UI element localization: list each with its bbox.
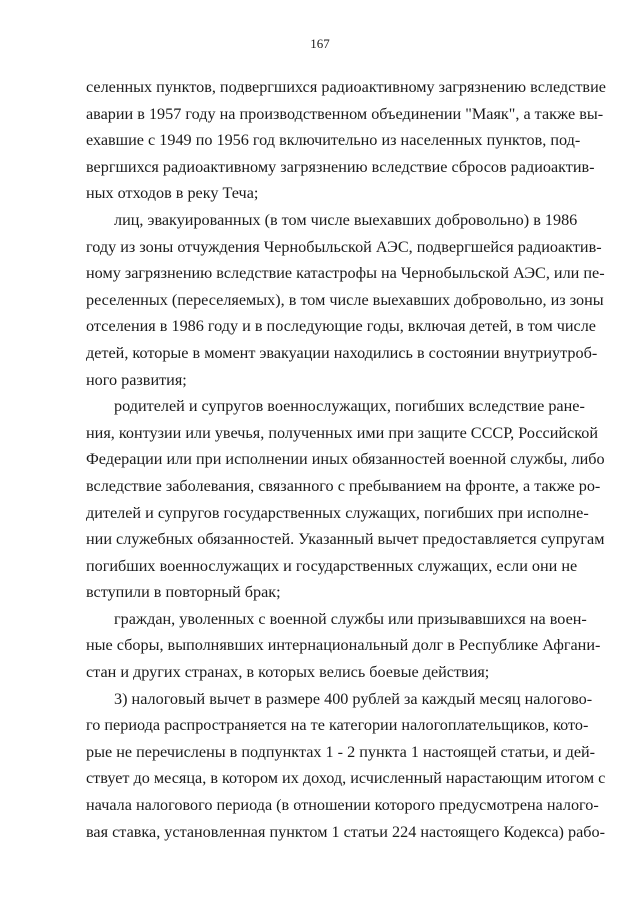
text-line: вая ставка, установленная пунктом 1 статьи 224 настоящего Кодекса) рабо- — [86, 822, 605, 841]
text-line: детей, которые в момент эвакуации находились в состоянии внутриутроб- — [86, 343, 598, 362]
text-line: нии служебных обязанностей. Указанный вычет предоставляется супругам — [86, 530, 605, 549]
text-line: ехавшие с 1949 по 1956 год включительно из населенных пунктов, под- — [86, 131, 581, 150]
paragraph-parents-spouses — [86, 393, 605, 606]
text-line: году из зоны отчуждения Чернобыльской АЭС, подвергшейся радиоактив- — [86, 237, 602, 256]
text-line: ствует до месяца, в котором их доход, исчисленный нарастающим итогом с — [86, 769, 606, 788]
text-line: вступили в повторный брак; — [86, 583, 281, 602]
text-line: вследствие заболевания, связанного с пребыванием на фронте, а также ро- — [86, 476, 601, 495]
text-line: Федерации или при исполнении иных обязанностей военной службы, либо — [86, 450, 605, 469]
paragraph-chernobyl-evacuees — [86, 207, 605, 393]
text-line: ного развития; — [86, 370, 187, 389]
text-line: реселенных (переселяемых), в том числе выехавших добровольно, из зоны — [86, 290, 604, 309]
document-body — [86, 74, 606, 845]
paragraph-veterans — [86, 606, 601, 686]
text-line: ния, контузии или увечья, полученных ими при защите СССР, Российской — [86, 423, 599, 442]
text-line: аварии в 1957 году на производственном объединении "Маяк", а также вы- — [86, 104, 604, 123]
text-line: го периода распространяется на те категории налогоплательщиков, кото- — [86, 716, 589, 735]
page-number: 167 — [310, 36, 330, 51]
text-line: ных отходов в реку Теча; — [86, 184, 259, 203]
paragraph-mayak-techa — [86, 74, 606, 207]
text-line: вергшихся радиоактивному загрязнению вследствие сбросов радиоактив- — [86, 157, 595, 176]
text-line: погибших военнослужащих и государственных служащих, если они не — [86, 556, 578, 575]
text-line: дителей и супругов государственных служащих, погибших при исполне- — [86, 503, 589, 522]
text-line: 3) налоговый вычет в размере 400 рублей за каждый месяц налогово- — [114, 689, 593, 708]
text-line: ному загрязнению вследствие катастрофы на Чернобыльской АЭС, или пе- — [86, 264, 605, 283]
text-line: лиц, эвакуированных (в том числе выехавших добровольно) в 1986 — [114, 210, 578, 229]
paragraph-tax-deduction-400 — [86, 686, 606, 846]
text-line: начала налогового периода (в отношении которого предусмотрена налого- — [86, 796, 599, 815]
text-line: граждан, уволенных с военной службы или призывавшихся на воен- — [114, 609, 587, 628]
text-line: родителей и супругов военнослужащих, погибших вследствие ране- — [114, 397, 585, 416]
text-line: отселения в 1986 году и в последующие годы, включая детей, в том числе — [86, 317, 596, 336]
text-line: селенных пунктов, подвергшихся радиоактивному загрязнению вследствие — [86, 78, 606, 96]
text-line: ные сборы, выполнявших интернациональный долг в Республике Афгани- — [86, 636, 601, 655]
text-line: стан и других странах, в которых велись боевые действия; — [86, 663, 490, 682]
text-line: рые не перечислены в подпунктах 1 - 2 пункта 1 настоящей статьи, и дей- — [86, 742, 596, 761]
